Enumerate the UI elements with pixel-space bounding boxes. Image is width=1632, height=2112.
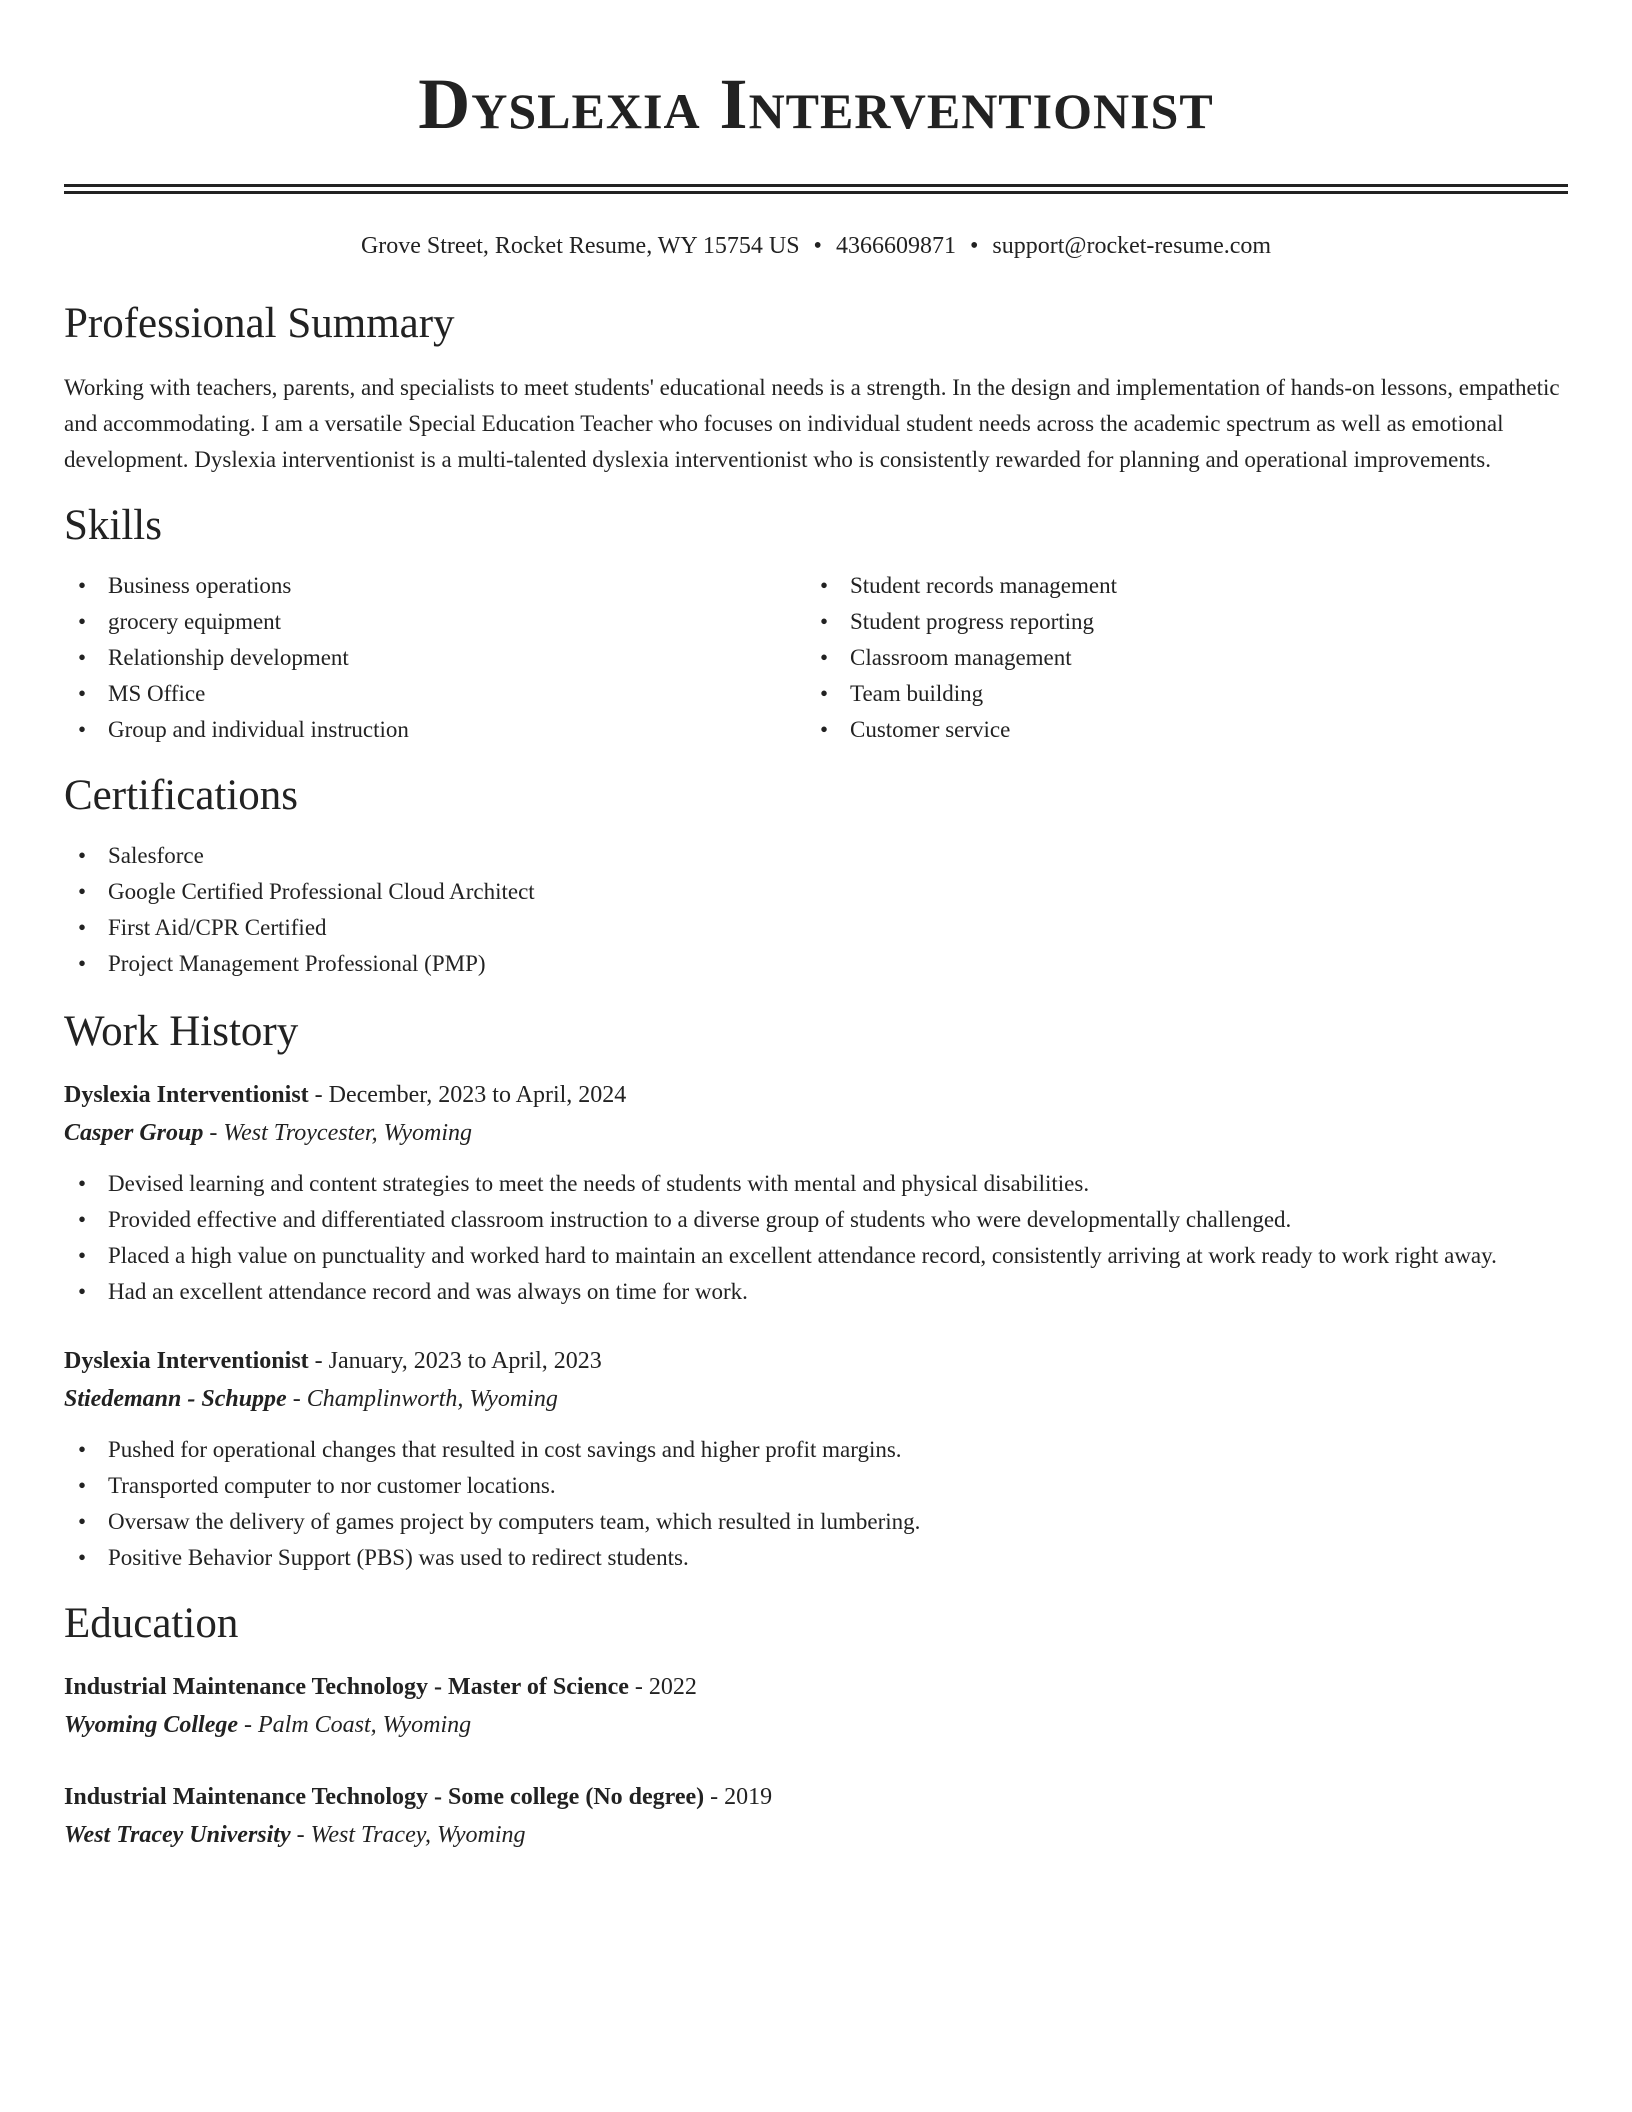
job-entry: [64, 1076, 1568, 1310]
summary-section: [64, 298, 1568, 478]
skill-item: • Group and individual instruction: [64, 712, 806, 748]
skill-item: • Student records management: [806, 568, 1548, 604]
contact-separator: •: [813, 233, 822, 259]
skills-list-left: [64, 568, 806, 748]
summary-text: Working with teachers, parents, and specialists to meet students' educational needs is a strength. In the design and implementation of hands-on lessons, empathetic and accommodating. I am a versatile Special Education Teacher who focuses on individual student needs across the academic spectrum as well as emotional development. Dyslexia interventionist is a multi-talented dyslexia interventionist who is consistently rewarded for planning and operational improvements.: [64, 375, 1560, 472]
section-heading-certifications: Certifications: [64, 772, 299, 819]
skill-item: • Business operations: [64, 568, 806, 604]
education-school: West Tracey University: [64, 1822, 291, 1848]
job-bullets: [64, 1166, 1568, 1310]
job-bullet: • Placed a high value on punctuality and worked hard to maintain an excellent attendance record, consistently arriving at work ready to work right away.: [64, 1238, 1568, 1274]
job-bullet: • Pushed for operational changes that resulted in cost savings and higher profit margins.: [64, 1432, 1568, 1468]
dash: -: [244, 1712, 252, 1738]
job-bullet: • Devised learning and content strategies to meet the needs of students with mental and physical disabilities.: [64, 1166, 1568, 1202]
skills-list-right: [806, 568, 1548, 748]
job-location: Champlinworth, Wyoming: [306, 1386, 558, 1412]
job-bullet: • Had an excellent attendance record and was always on time for work.: [64, 1274, 1568, 1310]
skill-item: • Customer service: [806, 712, 1548, 748]
education-location: Palm Coast, Wyoming: [258, 1712, 472, 1738]
certifications-section: [64, 770, 1568, 982]
education-year: 2022: [648, 1674, 697, 1700]
skill-item: • Student progress reporting: [806, 604, 1548, 640]
contact-email: support@rocket-resume.com: [992, 233, 1272, 259]
job-title: Dyslexia Interventionist: [64, 1348, 309, 1374]
job-bullet: • Oversaw the delivery of games project by computers team, which resulted in lumbering.: [64, 1504, 1568, 1540]
skill-item: • MS Office: [64, 676, 806, 712]
section-heading-education: Education: [64, 1600, 239, 1647]
contact-separator: •: [969, 233, 979, 259]
education-degree-line: [64, 1778, 1568, 1816]
dash: -: [296, 1822, 305, 1848]
certification-item: • Project Management Professional (PMP): [64, 946, 1568, 982]
candidate-name: Dyslexia Interventionist: [418, 64, 1214, 144]
education-entry: [64, 1668, 1568, 1744]
education-section: [64, 1598, 1568, 1854]
job-title: Dyslexia Interventionist: [64, 1082, 309, 1108]
job-dates: January, 2023 to April, 2023: [328, 1348, 602, 1374]
dash: -: [292, 1386, 301, 1412]
certification-item: • Salesforce: [64, 838, 1568, 874]
section-heading-work-history: Work History: [64, 1008, 299, 1055]
education-school: Wyoming College: [64, 1712, 238, 1738]
education-school-line: [64, 1706, 1568, 1744]
dash: -: [710, 1784, 719, 1810]
section-heading-summary: Professional Summary: [64, 300, 455, 347]
skills-section: [64, 500, 1568, 748]
education-entry: [64, 1778, 1568, 1854]
contact-address: Grove Street, Rocket Resume, WY 15754 US: [360, 233, 800, 259]
job-bullet: • Provided effective and differentiated classroom instruction to a diverse group of students who were developmentally challenged.: [64, 1202, 1568, 1238]
section-heading-skills: Skills: [64, 502, 162, 549]
job-title-line: [64, 1342, 1568, 1380]
job-title-line: [64, 1076, 1568, 1114]
dash: -: [314, 1082, 323, 1108]
job-company-line: [64, 1114, 1568, 1152]
education-year: 2019: [724, 1784, 773, 1810]
contact-line: [64, 230, 1568, 262]
job-dates: December, 2023 to April, 2024: [328, 1082, 627, 1108]
header-divider: [64, 184, 1568, 194]
job-entry: [64, 1342, 1568, 1576]
education-school-line: [64, 1816, 1568, 1854]
dash: -: [634, 1674, 643, 1700]
skill-item: • Team building: [806, 676, 1548, 712]
skill-item: • grocery equipment: [64, 604, 806, 640]
education-degree: Industrial Maintenance Technology - Some college (No degree): [64, 1784, 705, 1810]
skill-item: • Classroom management: [806, 640, 1548, 676]
job-location: West Troycester, Wyoming: [223, 1120, 473, 1146]
education-location: West Tracey, Wyoming: [310, 1822, 526, 1848]
contact-phone: 4366609871: [835, 233, 956, 259]
dash: -: [314, 1348, 323, 1374]
certification-item: • First Aid/CPR Certified: [64, 910, 1568, 946]
skills-columns: [64, 568, 1568, 748]
certifications-list: [64, 838, 1568, 982]
job-company: Casper Group: [64, 1120, 204, 1146]
job-bullet: • Positive Behavior Support (PBS) was used to redirect students.: [64, 1540, 1568, 1576]
education-degree-line: [64, 1668, 1568, 1706]
job-company-line: [64, 1380, 1568, 1418]
job-bullet: • Transported computer to nor customer locations.: [64, 1468, 1568, 1504]
certification-item: • Google Certified Professional Cloud Architect: [64, 874, 1568, 910]
job-company: Stiedemann - Schuppe: [64, 1386, 287, 1412]
dash: -: [209, 1120, 218, 1146]
work-history-section: [64, 1006, 1568, 1576]
education-degree: Industrial Maintenance Technology - Master of Science: [64, 1674, 629, 1700]
skill-item: • Relationship development: [64, 640, 806, 676]
job-bullets: [64, 1432, 1568, 1576]
